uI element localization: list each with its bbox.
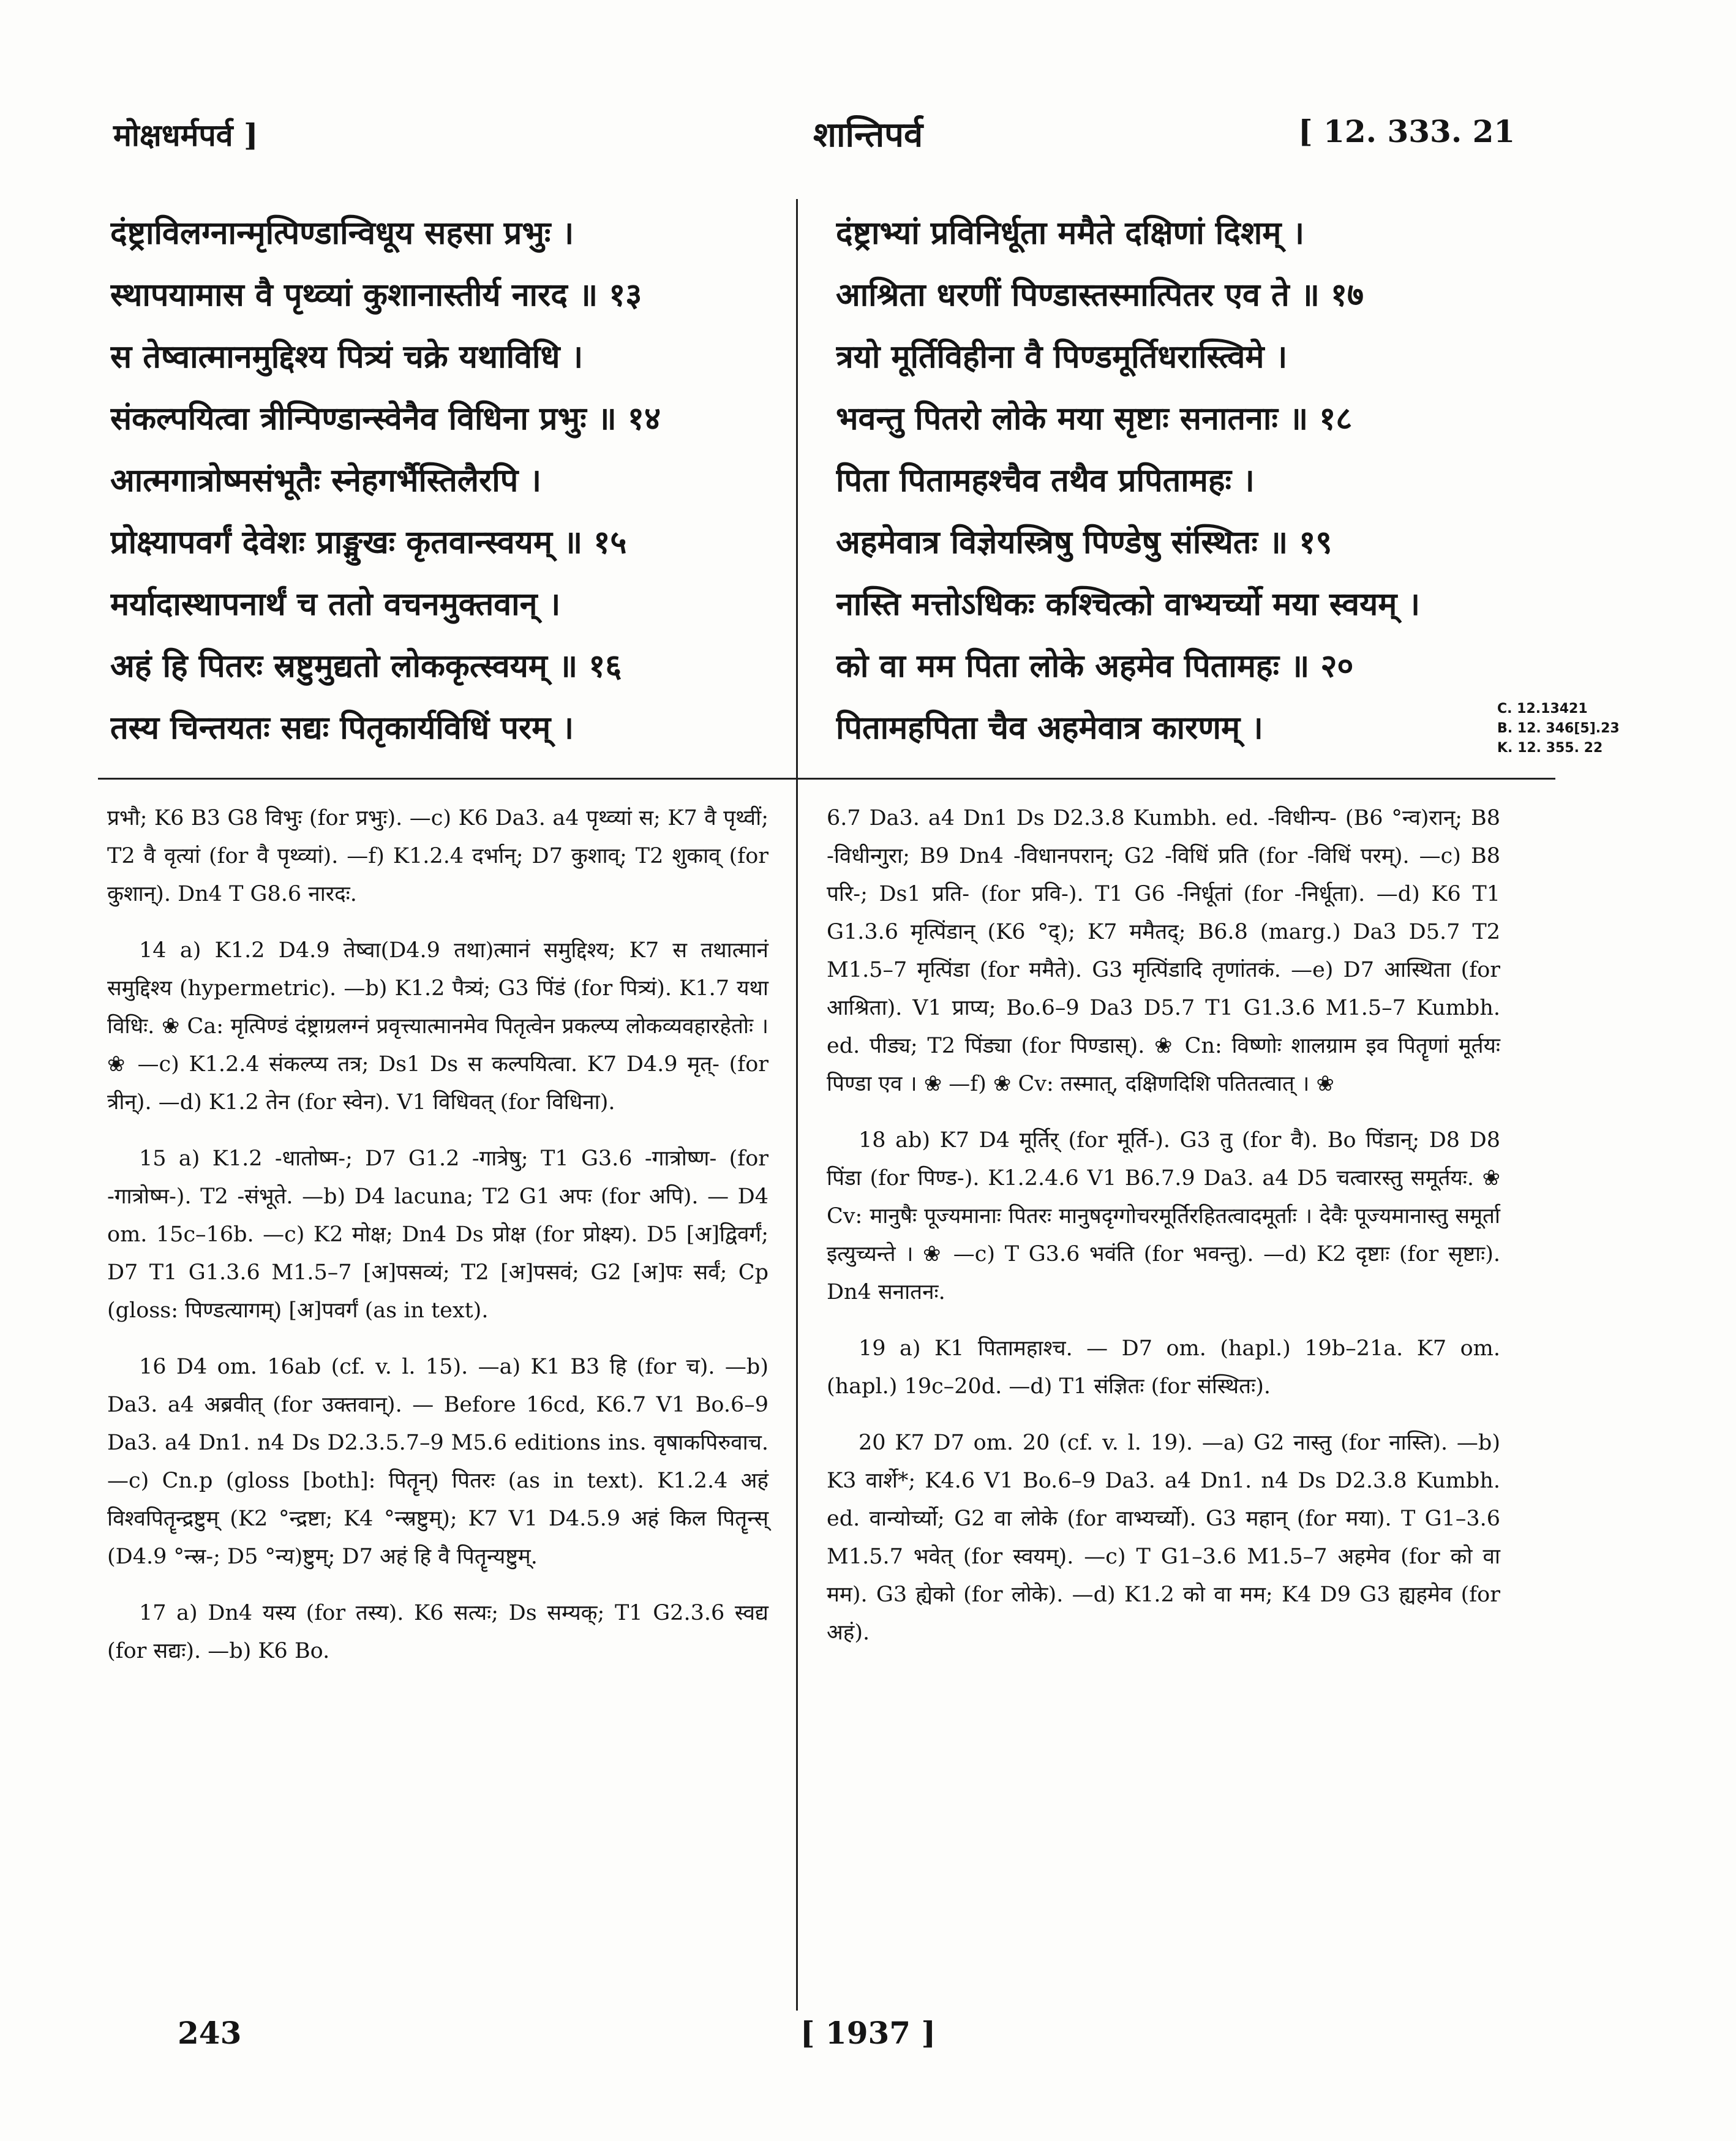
apparatus-note: 16 D4 om. 16ab (cf. v. l. 15). —a) K1 B3 हि (for च). —b) Da3. a4 अब्रवीत् (for उक्तवान्). — Before 16cd, K6.7 V1 Bo.6–9 Da3. a4 Dn1. n4 Ds D2.3.5.7–9 M5.6 editions ins. वृषाकपिरुवाच. —c) Cn.p (gloss [both]: पितॄन्) पितरः (as in text). K1.2.4 अहं विश्वपितॄन्द्रष्टुम् (K2 °न्द्रष्टा; K4 °न्स्रष्टुम्); K7 V1 D4.5.9 अहं किल पितॄन्स् (D4.9 °न्स्र-; D5 °न्य)ष्टुम्; D7 अहं हि वै पितॄन्यष्टुम्. — [107, 1355, 768, 1569]
apparatus-note: 14 a) K1.2 D4.9 तेष्वा(D4.9 तथा)त्मानं समुद्दिश्य; K7 स तथात्मानं समुद्दिश्य (hypermetric). —b) K1.2 पैत्र्यं; G3 पिंडं (for पित्र्यं). K1.7 यथा विधिः. ❀ Ca: मृत्पिण्डं दंष्ट्राग्रलग्नं प्रवृत्त्यात्मानमेव पितृत्वेन प्रकल्प्य लोकव्यवहारहेतोः । ❀ —c) K1.2.4 संकल्प्य तत्र; Ds1 Ds स कल्पयित्वा. K7 D4.9 मृत्- (for त्रीन्). —d) K1.2 तेन (for स्वेन). V1 विधिवत् (for विधिना). — [107, 938, 768, 1115]
critical-apparatus-left — [107, 799, 768, 1688]
apparatus-note: 20 K7 D7 om. 20 (cf. v. l. 19). —a) G2 नास्तु (for नास्ति). —b) K3 वार्शे*; K4.6 V1 Bo.6–9 Da3. a4 Dn1. n4 Ds D2.3.8 Kumbh. ed. वान्योर्च्यो; G2 वा लोके (for वाभ्यर्च्यो). G3 महान् (for मया). T G1–3.6 M1.5.7 भवेत् (for स्वयम्). —c) T G1–3.6 M1.5–7 अहमेव (for को वा मम). G3 ह्येको (for लोके). —d) K1.2 को वा मम; K4 D9 G3 ह्यहमेव (for अहं). — [827, 1431, 1500, 1645]
apparatus-note: 6.7 Da3. a4 Dn1 Ds D2.3.8 Kumbh. ed. -विधीन्प- (B6 °न्व)रान्; B8 -विधीन्गुरा; B9 Dn4 -विधानपरान्; G2 -विधिं प्रति (for -विधिं परम्). —c) B8 परि-; Ds1 प्रति- (for प्रवि-). T1 G6 -निर्धूतां (for -निर्धूता). —d) K6 T1 G1.3.6 मृत्पिंडान् (K6 °द्); K7 ममैतद्; B6.8 (marg.) Da3 D5.7 T2 M1.5–7 मृत्पिंडा (for ममैते). G3 मृत्पिंडादि तृणांतकं. —e) D7 आस्थिता (for आश्रिता). V1 प्राप्य; Bo.6–9 Da3 D5.7 T1 G1.3.6 M1.5–7 Kumbh. ed. पीड्य; T2 पिंड्या (for पिण्डास्). ❀ Cn: विष्णोः शालग्राम इव पितॄणां मूर्तयः पिण्डा एव । ❀ —f) ❀ Cv: तस्मात्, दक्षिणदिशि पतितत्वात् । ❀ — [827, 806, 1500, 1096]
book-title: शान्तिपर्व — [813, 115, 923, 155]
edition-page-number: [ 1937 ] — [800, 2015, 936, 2051]
verse-column-right — [836, 202, 1509, 759]
concordance-line: K. 12. 355. 22 — [1497, 740, 1603, 756]
page-number: 243 — [178, 2015, 242, 2051]
verse-line: पिता पितामहश्चैव तथैव प्रपितामहः । — [836, 462, 1255, 499]
verse-column-left — [110, 202, 772, 759]
apparatus-note: प्रभौ; K6 B3 G8 विभुः (for प्रभुः). —c) K6 Da3. a4 पृथ्व्यां स; K7 वै पृथ्वीं; T2 वै वृत्यां (for वै पृथ्व्यां). —f) K1.2.4 दर्भान्; D7 कुशाव्; T2 शुकाव् (for कुशान्). Dn4 T G8.6 नारदः. — [107, 806, 768, 906]
apparatus-note: 19 a) K1 पितामहाश्च. — D7 om. (hapl.) 19b–21a. K7 om. (hapl.) 19c–20d. —d) T1 संज्ञितः (for संस्थितः). — [827, 1336, 1500, 1399]
verse-line: प्रोक्ष्यापवर्गं देवेशः प्राङ्मुखः कृतवान्स्वयम् ॥ १५ — [110, 524, 627, 561]
verse-line: अहमेवात्र विज्ञेयस्त्रिषु पिण्डेषु संस्थितः ॥ १९ — [836, 524, 1332, 561]
verse-line: तस्य चिन्तयतः सद्यः पितृकार्यविधिं परम् । — [110, 709, 574, 747]
apparatus-divider — [98, 778, 1555, 780]
verse-line: त्रयो मूर्तिविहीना वै पिण्डमूर्तिधरास्त्विमे । — [836, 338, 1288, 375]
verse-line: मर्यादास्थापनार्थं च ततो वचनमुक्तवान् । — [110, 585, 561, 623]
verse-line: आत्मगात्रोष्मसंभूतैः स्नेहगर्भैस्तिलैरपि । — [110, 462, 542, 499]
verse-line: भवन्तु पितरो लोके मया सृष्टाः सनातनाः ॥ १८ — [836, 400, 1353, 437]
verse-reference: [ 12. 333. 21 — [1298, 113, 1516, 149]
verse-line: स्थापयामास वै पृथ्व्यां कुशानास्तीर्य नारद ॥ १३ — [110, 276, 642, 314]
apparatus-note: 17 a) Dn4 यस्य (for तस्य). K6 सत्यः; Ds सम्यक्; T1 G2.3.6 स्वद्य (for सद्यः). —b) K6 Bo. — [107, 1601, 768, 1663]
verse-line: दंष्ट्राभ्यां प्रविनिर्धूता ममैते दक्षिणां दिशम् । — [836, 214, 1305, 252]
section-title: मोक्षधर्मपर्व ] — [113, 117, 258, 153]
concordance-line: C. 12.13421 — [1497, 701, 1588, 717]
verse-line: स तेष्वात्मानमुद्दिश्य पित्र्यं चक्रे यथाविधि । — [110, 338, 584, 375]
verse-line: दंष्ट्राविलग्नान्मृत्पिण्डान्विधूय सहसा प्रभुः । — [110, 214, 574, 252]
verse-line: को वा मम पिता लोके अहमेव पितामहः ॥ २० — [836, 647, 1354, 685]
apparatus-note: 15 a) K1.2 -धातोष्म-; D7 G1.2 -गात्रेषु; T1 G3.6 -गात्रोष्ण- (for -गात्रोष्म-). T2 -संभूते. —b) D4 lacuna; T2 G1 अपः (for अपि). — D4 om. 15c–16b. —c) K2 मोक्ष; Dn4 Ds प्रोक्ष (for प्रोक्ष्य). D5 [अ]द्विवर्गं; D7 T1 G1.3.6 M1.5–7 [अ]पसव्यं; T2 [अ]पसवं; G2 [अ]पः सर्वं; Cp (gloss: पिण्डत्यागम्) [अ]पवर्गं (as in text). — [107, 1146, 768, 1323]
verse-line: आश्रिता धरणीं पिण्डास्तस्मात्पितर एव ते ॥ १७ — [836, 276, 1364, 314]
concordance-references — [1497, 699, 1620, 758]
notes-column-divider — [796, 780, 798, 2011]
column-divider — [796, 199, 798, 778]
verse-line: संकल्पयित्वा त्रीन्पिण्डान्स्वेनैव विधिना प्रभुः ॥ १४ — [110, 400, 661, 437]
verse-line: नास्ति मत्तोऽधिकः कश्चित्को वाभ्यर्च्यो मया स्वयम् । — [836, 585, 1421, 623]
apparatus-note: 18 ab) K7 D4 मूर्तिर् (for मूर्ति-). G3 तु (for वै). Bo पिंडान्; D8 D8 पिंडा (for पिण्ड-). K1.2.4.6 V1 B6.7.9 Da3. a4 D5 चत्वारस्तु समूर्तयः. ❀ Cv: मानुषैः पूज्यमानाः पितरः मानुषदृग्गोचरमूर्तिरहितत्वादमूर्ताः । देवैः पूज्यमानास्तु समूर्ता इत्युच्यन्ते । ❀ —c) T G3.6 भवंति (for भवन्तु). —d) K2 दृष्टाः (for सृष्टाः). Dn4 सनातनः. — [827, 1128, 1500, 1304]
verse-line: पितामहपिता चैव अहमेवात्र कारणम् । — [836, 709, 1263, 747]
verse-line: अहं हि पितरः स्रष्टुमुद्यतो लोककृत्स्वयम् ॥ १६ — [110, 647, 622, 685]
concordance-line: B. 12. 346[5].23 — [1497, 721, 1620, 736]
critical-apparatus-right — [827, 799, 1500, 1670]
